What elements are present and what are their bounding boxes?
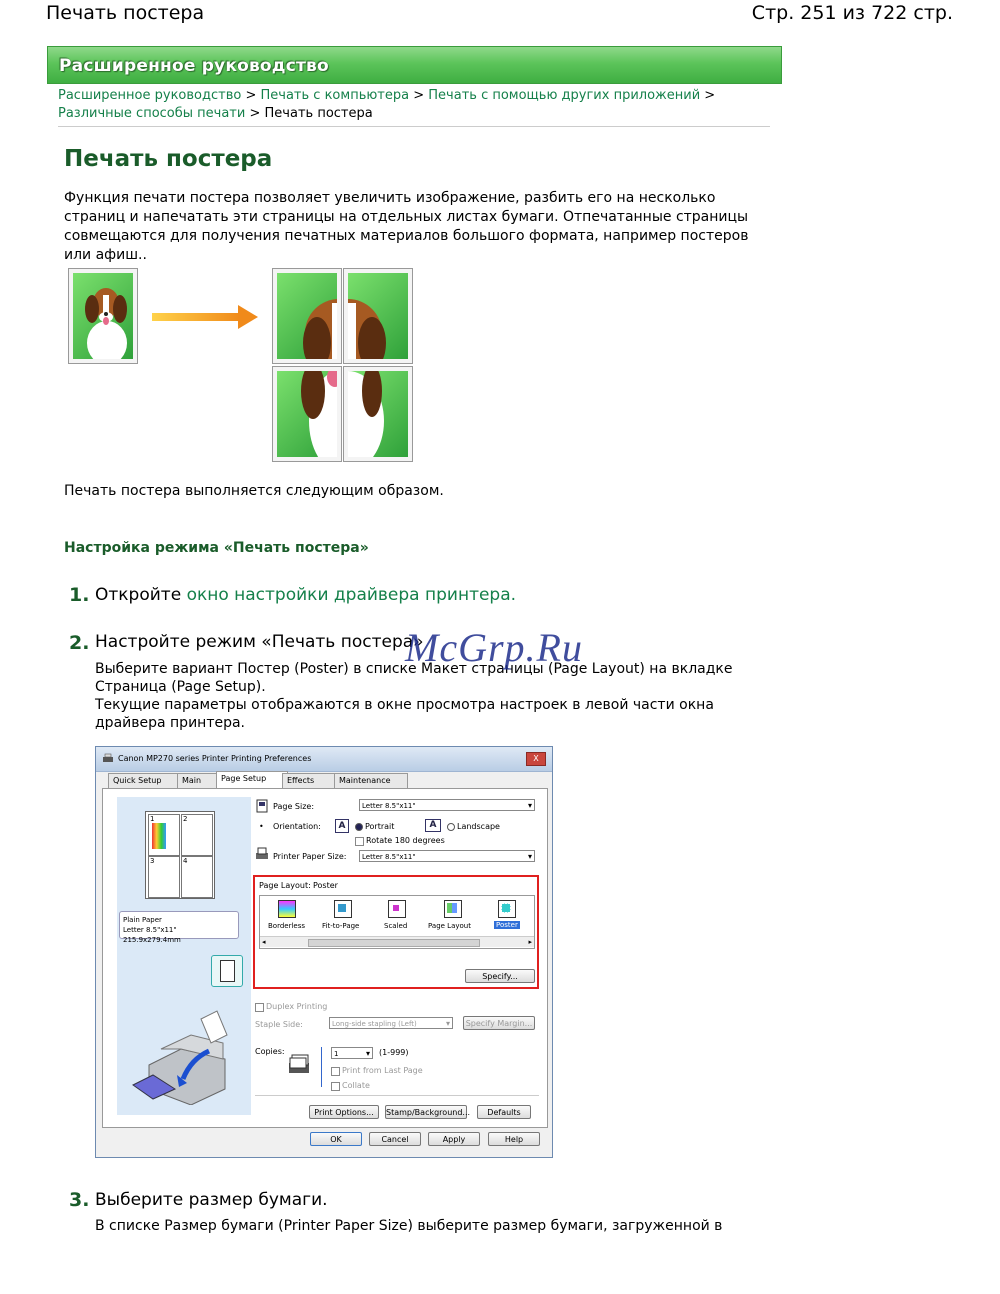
breadcrumb-link[interactable]: Расширенное руководство <box>58 88 242 103</box>
horizontal-scrollbar[interactable] <box>260 936 534 947</box>
watermark: McGrp.Ru <box>405 625 583 670</box>
tab-effects[interactable]: Effects <box>282 773 340 788</box>
scrollbar-thumb[interactable] <box>308 939 480 947</box>
step-body-text: Текущие параметры отображаются в окне просмотра настроек в левой части окна драйвера принтера. <box>95 697 714 731</box>
media-info-box <box>119 911 239 944</box>
divider <box>255 1095 539 1096</box>
preview-tile-number: 2 <box>183 815 188 823</box>
driver-settings-link[interactable]: окно настройки драйвера принтера. <box>186 585 517 605</box>
page-setup-panel <box>102 788 548 1128</box>
arrow-right-icon <box>152 304 260 330</box>
landscape-radio[interactable] <box>447 823 455 831</box>
media-size: Letter 8.5"x11" 215.9x279.4mm <box>123 926 181 944</box>
divider <box>58 126 770 127</box>
paper-orientation-icon <box>211 955 243 987</box>
step-number: 2. <box>69 632 90 654</box>
step-title: Настройте режим «Печать постера» <box>95 632 424 652</box>
preview-image <box>152 823 166 849</box>
duplex-label: Duplex Printing <box>266 1002 328 1011</box>
copies-stepper[interactable]: 1 ▾ <box>331 1047 373 1059</box>
preview-tile-number: 3 <box>150 857 155 865</box>
page-layout-group <box>253 875 539 989</box>
poster-tile <box>272 268 342 364</box>
specify-margin-button[interactable]: Specify Margin... <box>463 1016 535 1030</box>
stamp-background-button[interactable]: Stamp/Background... <box>385 1105 467 1119</box>
dog-icon <box>73 273 133 359</box>
scaled-icon <box>388 900 406 918</box>
steps-intro: Печать постера выполняется следующим образом. <box>64 483 444 499</box>
print-options-button[interactable]: Print Options... <box>309 1105 379 1119</box>
breadcrumb-separator: > <box>413 88 425 103</box>
specify-button[interactable]: Specify... <box>465 969 535 983</box>
poster-preview <box>145 811 215 899</box>
duplex-checkbox[interactable] <box>255 1003 264 1012</box>
page-size-label: Page Size: <box>273 802 315 811</box>
staple-side-select[interactable]: Long-side stapling (Left) ▾ <box>329 1017 453 1029</box>
copies-divider <box>321 1047 322 1087</box>
scroll-left-icon[interactable]: ◂ <box>262 938 266 946</box>
layout-poster[interactable]: Poster <box>496 921 518 929</box>
page-layout-icon <box>444 900 462 918</box>
landscape-label: Landscape <box>457 822 500 831</box>
collate-label: Collate <box>342 1081 370 1090</box>
fit-to-page-icon <box>334 900 352 918</box>
layout-borderless[interactable]: Borderless <box>268 922 306 930</box>
portrait-icon: A <box>335 819 349 833</box>
breadcrumb-separator: > <box>704 88 716 103</box>
printer-icon <box>102 753 114 764</box>
breadcrumb <box>58 87 758 123</box>
apply-button[interactable]: Apply <box>428 1132 480 1146</box>
rotate-label: Rotate 180 degrees <box>366 836 445 845</box>
collate-checkbox[interactable] <box>331 1082 340 1091</box>
breadcrumb-current: Печать постера <box>264 106 373 121</box>
help-button[interactable]: Help <box>488 1132 540 1146</box>
staple-side-label: Staple Side: <box>255 1020 303 1029</box>
dog-photo-original <box>68 268 138 364</box>
tab-maintenance[interactable]: Maintenance <box>334 773 408 788</box>
breadcrumb-link[interactable]: Печать с помощью других приложений <box>428 88 701 103</box>
print-from-last-checkbox[interactable] <box>331 1067 340 1076</box>
tab-quick-setup[interactable]: Quick Setup <box>108 773 184 788</box>
breadcrumb-link[interactable]: Печать с компьютера <box>260 88 410 103</box>
preview-tile <box>181 814 213 856</box>
step-body: В списке Размер бумаги (Printer Paper Size) выберите размер бумаги, загруженной в <box>95 1218 723 1234</box>
dialog-title: Canon MP270 series Printer Printing Preferences <box>118 754 312 763</box>
poster-tile <box>272 366 342 462</box>
guide-banner <box>47 46 782 84</box>
step-number: 1. <box>69 584 90 606</box>
intro-paragraph: Функция печати постера позволяет увеличить изображение, разбить его на несколько страниц и напечатать эти страницы на отдельных листах бумаги. Отпечатанные страницы совмещаются для получения печатных материалов большого формата, например постеров или афиш.. <box>64 190 749 263</box>
scroll-right-icon[interactable]: ▸ <box>528 938 532 946</box>
cancel-button[interactable]: Cancel <box>369 1132 421 1146</box>
poster-tile <box>343 268 413 364</box>
copies-range: (1-999) <box>379 1048 409 1057</box>
poster-icon <box>498 900 516 918</box>
layout-page-layout[interactable]: Page Layout <box>428 922 471 930</box>
step-title: Выберите размер бумаги. <box>95 1190 328 1210</box>
landscape-icon: A <box>425 819 441 832</box>
poster-tile <box>343 366 413 462</box>
close-button[interactable]: X <box>526 752 546 766</box>
section-heading: Настройка режима «Печать постера» <box>64 540 369 556</box>
orientation-label: Orientation: <box>273 822 321 831</box>
preview-tile-number: 1 <box>150 815 155 823</box>
printer-illustration-icon <box>131 1009 241 1105</box>
copies-label: Copies: <box>255 1047 285 1056</box>
tab-page-setup[interactable]: Page Setup <box>216 771 288 789</box>
media-type: Plain Paper <box>123 916 162 924</box>
settings-preview <box>117 797 251 1115</box>
portrait-label: Portrait <box>365 822 395 831</box>
printer-preferences-dialog <box>95 746 553 1158</box>
page-counter: Стр. 251 из 722 стр. <box>751 2 953 24</box>
layout-list <box>259 895 535 949</box>
breadcrumb-separator: > <box>249 106 261 121</box>
breadcrumb-separator: > <box>245 88 257 103</box>
borderless-icon <box>278 900 296 918</box>
guide-banner-title: Расширенное руководство <box>59 56 329 76</box>
breadcrumb-link[interactable]: Различные способы печати <box>58 106 246 121</box>
step-title-text: Откройте <box>95 585 187 605</box>
layout-scaled[interactable]: Scaled <box>384 922 408 930</box>
rotate-checkbox[interactable] <box>355 837 364 846</box>
page-layout-value: Poster <box>313 881 338 890</box>
page-title: Печать постера <box>64 146 273 172</box>
preview-tile <box>181 856 213 898</box>
preview-tile <box>148 814 180 856</box>
poster-illustration <box>66 268 416 464</box>
copies-stack-icon <box>287 1053 313 1075</box>
page-layout-label: Page Layout: <box>259 881 311 890</box>
page-size-select[interactable]: Letter 8.5"x11" ▾ <box>359 799 535 811</box>
preview-tile-number: 4 <box>183 857 188 865</box>
dialog-titlebar <box>96 747 552 772</box>
printer-paper-size-label: Printer Paper Size: <box>273 852 347 861</box>
page-size-icon <box>255 799 269 813</box>
step-number: 3. <box>69 1189 90 1211</box>
defaults-button[interactable]: Defaults <box>477 1105 531 1119</box>
printer-paper-size-icon <box>255 847 269 861</box>
portrait-radio[interactable] <box>355 823 363 831</box>
step-title <box>95 585 516 605</box>
print-from-last-label: Print from Last Page <box>342 1066 423 1075</box>
ok-button[interactable]: OK <box>310 1132 362 1146</box>
tab-main[interactable]: Main <box>177 773 223 788</box>
printer-paper-size-select[interactable]: Letter 8.5"x11" ▾ <box>359 850 535 862</box>
layout-fit-to-page[interactable]: Fit-to-Page <box>322 922 360 930</box>
step-body-text: Выберите вариант Постер (Poster) в списке Макет страницы (Page Layout) на вкладке Страница (Page Setup). <box>95 661 733 695</box>
bullet: • <box>259 822 264 831</box>
document-title: Печать постера <box>46 2 205 24</box>
preview-tile <box>148 856 180 898</box>
